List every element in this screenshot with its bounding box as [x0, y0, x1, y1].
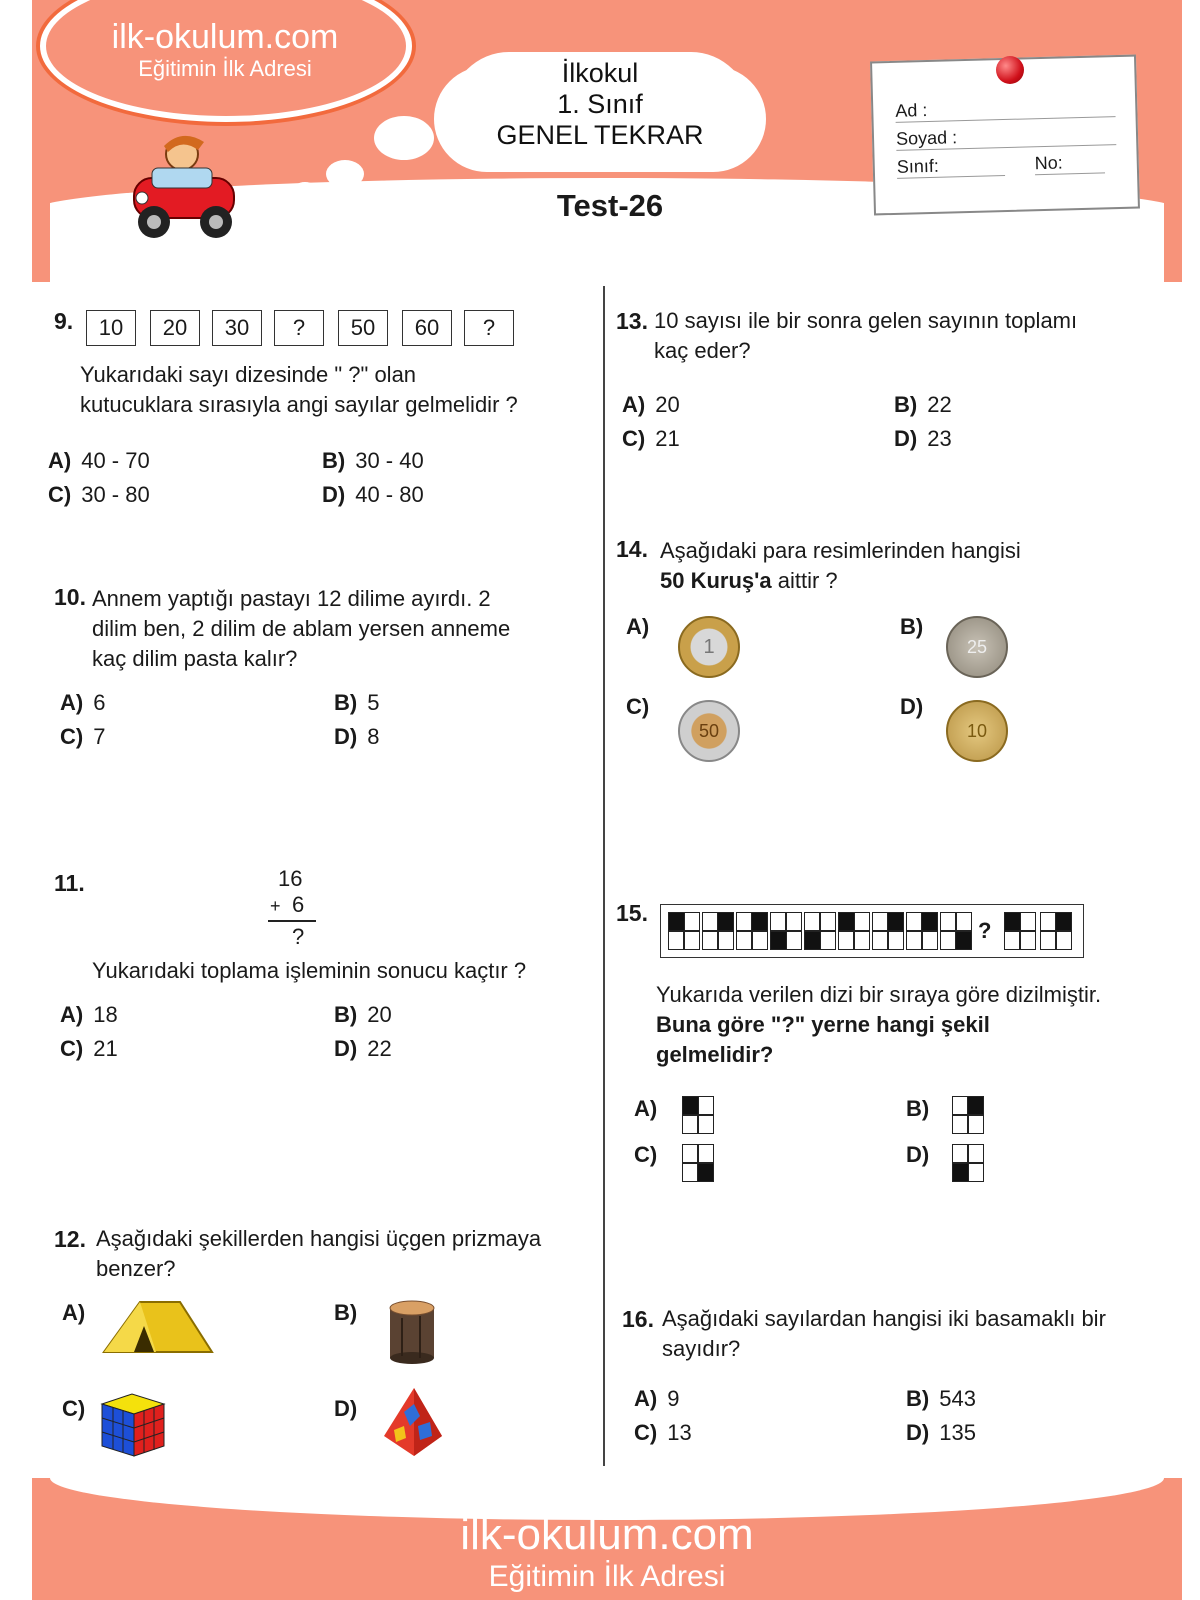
q11-plus-sign: +: [270, 896, 281, 916]
q15-number: 15.: [616, 900, 648, 926]
q16-text: [662, 1304, 1106, 1364]
option-letter: A): [634, 1386, 658, 1411]
option-value: 5: [367, 690, 380, 715]
pattern-square: [838, 912, 870, 950]
pyramid-toy-icon: [380, 1386, 446, 1458]
q9-text: [80, 360, 518, 420]
q9-text-line: Yukarıdaki sayı dizesinde " ?" olan: [80, 362, 417, 387]
q13-option-d[interactable]: [894, 426, 952, 452]
q15-option-a[interactable]: [634, 1096, 667, 1122]
footer-slogan: Eğitimin İlk Adresi: [488, 1560, 726, 1593]
option-letter: B): [906, 1386, 930, 1411]
class-field[interactable]: [897, 154, 1006, 179]
number-field[interactable]: [1034, 151, 1105, 175]
option-letter: A): [622, 392, 646, 417]
pattern-square: [872, 912, 904, 950]
q16-number: 16.: [622, 1306, 654, 1332]
option-value: 30 - 80: [81, 482, 150, 507]
option-letter: C): [622, 426, 646, 451]
option-value: 135: [939, 1420, 976, 1445]
q14-option-d[interactable]: [900, 694, 933, 720]
q15-text-line: Buna göre "?" yerne hangi şekil: [656, 1012, 990, 1037]
q13-text-line: kaç eder?: [654, 338, 751, 363]
option-letter: D): [334, 724, 358, 749]
q10-text: [92, 584, 510, 674]
coin-10-kurus-icon: [946, 700, 1008, 762]
pattern-square: [702, 912, 734, 950]
q13-option-b[interactable]: [894, 392, 952, 418]
option-letter: C): [62, 1396, 86, 1421]
q11-top-operand: 16: [278, 866, 303, 891]
q9-option-c[interactable]: [48, 482, 150, 508]
answer-square-d: [952, 1144, 984, 1182]
q10-option-b[interactable]: [334, 690, 379, 716]
option-value: 543: [939, 1386, 976, 1411]
coin-label: 1: [703, 636, 715, 658]
q10-option-a[interactable]: [60, 690, 105, 716]
q16-text-line: sayıdır?: [662, 1336, 741, 1361]
pattern-square: [1004, 912, 1036, 950]
q10-text-line: dilim ben, 2 dilim de ablam yersen anneme: [92, 616, 511, 641]
q10-number: 10.: [54, 584, 86, 610]
coin-label: 10: [966, 721, 988, 741]
q9-option-a[interactable]: [48, 448, 150, 474]
q11-addend: 6: [292, 892, 305, 917]
q12-option-a[interactable]: [62, 1300, 95, 1326]
column-divider: [603, 286, 605, 1466]
coin-1-lira-icon: [678, 616, 740, 678]
q13-option-c[interactable]: [622, 426, 680, 452]
q12-text-line: benzer?: [96, 1256, 176, 1281]
option-letter: B): [334, 1002, 358, 1027]
option-value: 13: [667, 1420, 692, 1445]
log-cylinder-icon: [388, 1300, 436, 1366]
q15-option-b[interactable]: [906, 1096, 939, 1122]
pattern-square: [1040, 912, 1072, 950]
pattern-square: [736, 912, 768, 950]
q14-option-c[interactable]: [626, 694, 659, 720]
q10-text-line: kaç dilim pasta kalır?: [92, 646, 298, 671]
q11-text: Yukarıdaki toplama işleminin sonucu kaçtır ?: [92, 958, 527, 983]
option-value: 6: [93, 690, 106, 715]
option-letter: C): [60, 1036, 84, 1061]
sequence-box: 10: [86, 310, 136, 346]
q12-text: [96, 1224, 541, 1284]
q12-option-b[interactable]: [334, 1300, 367, 1326]
q13-number: 13.: [616, 308, 648, 334]
pattern-square: [940, 912, 972, 950]
option-letter: A): [60, 690, 84, 715]
surname-field[interactable]: [896, 123, 1117, 151]
thought-puff: [262, 196, 282, 211]
cloud-line-school: İlkokul: [561, 58, 639, 88]
q14-bold-amount: 50 Kuruş'a: [660, 568, 772, 593]
option-value: 9: [667, 1386, 680, 1411]
coin-25-kurus-icon: [946, 616, 1008, 678]
pattern-square: [906, 912, 938, 950]
answer-square-b: [952, 1096, 984, 1134]
header-side-left: [32, 178, 50, 282]
option-value: 7: [93, 724, 106, 749]
option-value: 20: [655, 392, 680, 417]
header-side-right: [1164, 178, 1182, 282]
logo-text[interactable]: ilk-okulum.com: [111, 18, 339, 56]
option-letter: C): [626, 694, 650, 719]
q15-text-line: gelmelidir?: [656, 1042, 774, 1067]
q14-number: 14.: [616, 536, 648, 562]
car-mascot-icon: [124, 128, 254, 248]
q12-option-c[interactable]: [62, 1396, 95, 1422]
coin-label: 25: [966, 637, 988, 657]
q9-option-b[interactable]: [322, 448, 424, 474]
pattern-square: [668, 912, 700, 950]
option-letter: C): [634, 1142, 658, 1167]
option-letter: D): [334, 1396, 358, 1421]
q11-option-c[interactable]: [60, 1036, 118, 1062]
option-value: 40 - 70: [81, 448, 150, 473]
pattern-question-mark: ?: [978, 918, 992, 943]
option-letter: D): [894, 426, 918, 451]
option-letter: B): [900, 614, 924, 639]
option-value: 20: [367, 1002, 392, 1027]
option-letter: A): [60, 1002, 84, 1027]
q10-option-d[interactable]: [334, 724, 379, 750]
thought-puff: [238, 206, 254, 218]
q12-option-d[interactable]: [334, 1396, 367, 1422]
option-letter: C): [48, 482, 72, 507]
option-value: 22: [927, 392, 952, 417]
logo-slogan: Eğitimin İlk Adresi: [138, 56, 312, 81]
q11-option-d[interactable]: [334, 1036, 392, 1062]
q15-option-d[interactable]: [906, 1142, 939, 1168]
coin-50-kurus-icon: [678, 700, 740, 762]
option-value: 23: [927, 426, 952, 451]
coin-label: 50: [698, 721, 720, 741]
number-label: No:: [1034, 152, 1064, 174]
option-value: 8: [367, 724, 380, 749]
q13-text-line: 10 sayısı ile bir sonra gelen sayının toplamı: [654, 308, 1078, 333]
option-value: 21: [655, 426, 680, 451]
pattern-square: [770, 912, 802, 950]
option-letter: D): [322, 482, 346, 507]
option-letter: B): [334, 1300, 358, 1325]
option-letter: A): [626, 614, 650, 639]
q14-text-line: Aşağıdaki para resimlerinden hangisi: [660, 538, 1021, 563]
option-value: 40 - 80: [355, 482, 424, 507]
option-value: 22: [367, 1036, 392, 1061]
option-letter: B): [322, 448, 346, 473]
sequence-box: 20: [150, 310, 200, 346]
option-value: 30 - 40: [355, 448, 424, 473]
q16-option-c[interactable]: [634, 1420, 692, 1446]
answer-square-c: [682, 1144, 714, 1182]
q11-result: ?: [292, 924, 305, 949]
pushpin-icon: [996, 56, 1024, 84]
q11-option-b[interactable]: [334, 1002, 392, 1028]
option-value: 18: [93, 1002, 118, 1027]
option-letter: D): [906, 1420, 930, 1445]
thought-puff: [374, 116, 434, 160]
thought-puff: [292, 182, 318, 201]
q14-option-a[interactable]: [626, 614, 659, 640]
cloud-title: [470, 58, 730, 151]
sequence-box: 50: [338, 310, 388, 346]
test-title: Test-26: [556, 188, 664, 223]
q14-text-rest: aittir ?: [771, 568, 838, 593]
thought-puff: [326, 160, 364, 188]
sequence-box: 60: [402, 310, 452, 346]
option-value: 21: [93, 1036, 118, 1061]
q15-option-c[interactable]: [634, 1142, 667, 1168]
q9-text-line: kutucuklara sırasıyla angi sayılar gelmelidir ?: [80, 392, 518, 417]
q14-text-line: [660, 566, 1021, 596]
tent-icon: [100, 1296, 216, 1358]
footer-site-name[interactable]: ilk-okulum.com: [460, 1510, 754, 1559]
cloud-line-topic: GENEL TEKRAR: [496, 120, 704, 150]
sequence-box: ?: [464, 310, 514, 346]
option-letter: B): [894, 392, 918, 417]
rubik-cube-icon: [98, 1390, 168, 1460]
q14-option-b[interactable]: [900, 614, 933, 640]
option-letter: B): [334, 690, 358, 715]
q12-text-line: Aşağıdaki şekillerden hangisi üçgen prizmaya: [96, 1226, 542, 1251]
option-letter: A): [62, 1300, 86, 1325]
q14-text: [660, 536, 1021, 596]
q13-option-a[interactable]: [622, 392, 680, 418]
option-letter: C): [60, 724, 84, 749]
option-letter: D): [334, 1036, 358, 1061]
q13-text: [654, 306, 1077, 366]
answer-square-a: [682, 1096, 714, 1134]
name-label: Ad :: [895, 100, 928, 121]
option-letter: A): [634, 1096, 658, 1121]
q10-option-c[interactable]: [60, 724, 105, 750]
sequence-box: ?: [274, 310, 324, 346]
name-field[interactable]: [895, 95, 1116, 123]
q12-number: 12.: [54, 1226, 86, 1252]
q15-text: [656, 980, 1101, 1070]
option-letter: A): [48, 448, 72, 473]
q10-text-line: Annem yaptığı pastayı 12 dilime ayırdı. 2: [92, 586, 491, 611]
cloud-line-grade: 1. Sınıf: [557, 89, 643, 119]
class-label: Sınıf:: [896, 155, 940, 177]
pattern-square: [804, 912, 836, 950]
q11-number: 11.: [54, 870, 85, 896]
option-letter: D): [900, 694, 924, 719]
q9-option-d[interactable]: [322, 482, 424, 508]
sequence-box: 30: [212, 310, 262, 346]
q15-text-line: Yukarıda verilen dizi bir sıraya göre dizilmiştir.: [656, 982, 1102, 1007]
q16-option-d[interactable]: [906, 1420, 976, 1446]
option-letter: B): [906, 1096, 930, 1121]
option-letter: C): [634, 1420, 658, 1445]
q16-text-line: Aşağıdaki sayılardan hangisi iki basamaklı bir: [662, 1306, 1106, 1331]
q11-option-a[interactable]: [60, 1002, 118, 1028]
q16-option-a[interactable]: [634, 1386, 679, 1412]
q9-number: 9.: [54, 308, 74, 334]
surname-label: Soyad :: [895, 127, 958, 149]
q16-option-b[interactable]: [906, 1386, 976, 1412]
option-letter: D): [906, 1142, 930, 1167]
sum-line: [268, 920, 316, 922]
